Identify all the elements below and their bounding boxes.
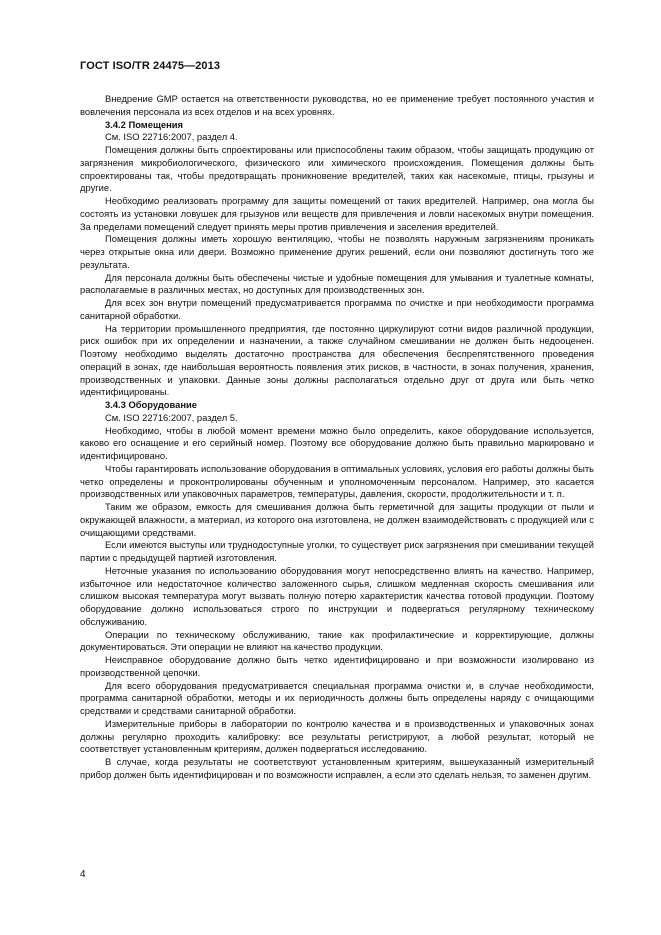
section-heading-premises: 3.4.2 Помещения <box>105 118 183 130</box>
paragraph: На территории промышленного предприятия, где постоянно циркулируют сотни видов различной продукции, риск ошибок при их определении и назначении, а также случайном смешивании не должен быть недооценен. Поэтому необходимо выделять достаточно пространства для обеспечения беспрепятственного проведения операций в зонах, где наибольшая вероятность появления этих рисков, в частности, в зонах получения, хранения, производственных и упаковки. Данные зоны должны располагаться отдельно друг от друга или быть четко идентифицированы. <box>80 322 594 398</box>
paragraph: Таким же образом, емкость для смешивания должна быть герметичной для защиты продукции от пыли и окружающей влажности, а материал, из которого она изготовлена, не должен взаимодействовать с продукцией или с очищающими средствами. <box>80 501 594 538</box>
document-body <box>80 93 594 782</box>
paragraph: Помещения должны быть спроектированы или приспособлены таким образом, чтобы защищать продукцию от загрязнения микробиологического, физического или химического происхождения. Помещения должны быть спроектированы так, чтобы предотвращать проникновение вредителей, таких как насекомые, птицы, грызуны и другие. <box>80 144 594 194</box>
paragraph: Помещения должны иметь хорошую вентиляцию, чтобы не позволять наружным загрязнениям проникать через открытые окна или двери. Возможно применение других решений, если они позволяют достигнуть того же результата. <box>80 233 594 270</box>
paragraph: Чтобы гарантировать использование оборудования в оптимальных условиях, условия его работы должны быть четко определены и проконтролированы обученным и уполномоченным персоналом. Например, это касается производственных или упаковочных параметров, температуры, давления, скорости, продолжительности и т. п. <box>80 462 594 500</box>
document-header: ГОСТ ISO/TR 24475—2013 <box>80 60 221 72</box>
paragraph: Внедрение GMP остается на ответственности руководства, но ее применение требует постоянного участия и вовлечения персонала из всех отделов и на всех уровнях. <box>80 93 594 117</box>
paragraph: Неисправное оборудование должно быть четко идентифицировано и при возможности изолировано из производственной цепочки. <box>80 654 594 678</box>
paragraph: Операции по техническому обслуживанию, такие как профилактические и корректирующие, должны документироваться. Эти операции не влияют на качество продукции. <box>80 628 594 653</box>
paragraph: Если имеются выступы или труднодоступные уголки, то существует риск загрязнения при смешивании текущей партии с предыдущей партией изготовления. <box>80 539 594 563</box>
paragraph: Для персонала должны быть обеспечены чистые и удобные помещения для умывания и туалетные комнаты, располагаемые в различных местах, но доступных для производственных зон. <box>80 271 594 296</box>
paragraph: Для всех зон внутри помещений предусматривается программа по очистке и при необходимости программа санитарной обработки. <box>80 297 594 321</box>
paragraph: Неточные указания по использованию оборудования могут непосредственно влиять на качество. Например, избыточное или недостаточное количество заложенного сырья, слишком медленная скорость смешивания или слишком высокая температура могут вызвать полную потерю характеристик качества готовой продукции. Поэтому оборудование должно использоваться строго по инструкции и подвергаться регулярному техническому обслуживанию. <box>80 564 594 627</box>
paragraph: Измерительные приборы в лаборатории по контролю качества и в производственных и упаковочных зонах должны регулярно проходить калибровку: все результаты регистрируют, а любой результат, который не соответствует установленным критериям, должен подвергаться исследованию. <box>80 717 594 755</box>
paragraph: См. ISO 22716:2007, раздел 4. <box>105 131 238 143</box>
paragraph: В случае, когда результаты не соответствуют установленным критериям, вышеуказанный измерительный прибор должен быть идентифицирован и по возможности исправлен, а если это сделать нельзя, то заменен другим. <box>80 756 594 780</box>
paragraph: Необходимо, чтобы в любой момент времени можно было определить, какое оборудование используется, каково его оснащение и его серийный номер. Поэтому все оборудование должно быть правильно маркировано и идентифицировано. <box>80 424 594 461</box>
paragraph: Для всего оборудования предусматривается специальная программа очистки и, в случае необходимости, программа санитарной обработки, методы и их периодичность должны быть определены наряду с очищающими средствами и средствами санитарной обработки. <box>80 679 594 716</box>
paragraph: Необходимо реализовать программу для защиты помещений от таких вредителей. Например, она могла бы состоять из установки ловушек для грызунов или веществ для привлечения и ловли насекомых внутри помещения. За пределами помещений следует принять меры против привлечения и заселения вредителей. <box>80 195 594 232</box>
section-heading-equipment: 3.4.3 Оборудование <box>105 399 198 410</box>
page-number: 4 <box>80 869 86 880</box>
paragraph: См. ISO 22716:2007, раздел 5. <box>105 411 238 423</box>
